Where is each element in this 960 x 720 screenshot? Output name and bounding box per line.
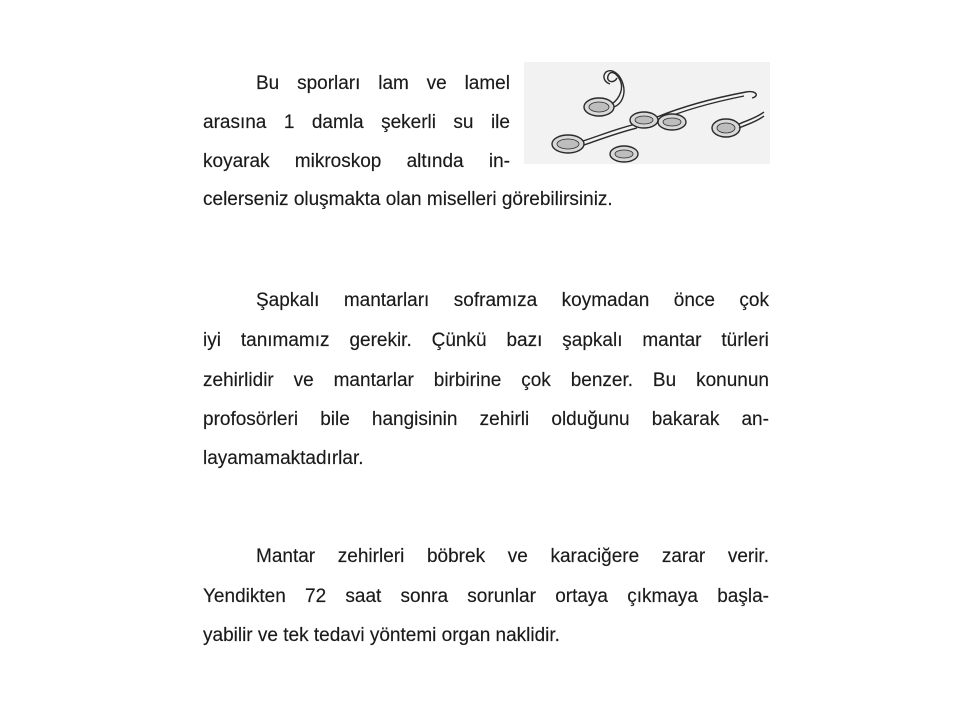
word: ile xyxy=(490,112,510,133)
paragraph-3-line-3: yabilir ve tek tedavi yöntemi organ naklidir. xyxy=(203,625,560,646)
word: şapkalı xyxy=(562,330,623,351)
word: in- xyxy=(488,151,510,172)
paragraph-1-line-2 xyxy=(203,111,510,135)
paragraph-1-line-4: celerseniz oluşmakta olan miselleri görebilirsiniz. xyxy=(203,189,613,210)
word: tanımamız xyxy=(240,330,330,351)
word: zehirleri xyxy=(337,546,405,567)
word: Mantar xyxy=(256,546,316,567)
word: zehirli xyxy=(479,409,530,430)
word: altında xyxy=(406,151,464,172)
spore-germination-figure xyxy=(524,62,770,164)
word: önce xyxy=(673,290,715,311)
paragraph-2-line-4 xyxy=(203,408,769,432)
word: Yendikten xyxy=(203,586,286,607)
word: çok xyxy=(521,370,551,391)
paragraph-3-line-2 xyxy=(203,585,769,609)
word: sporları xyxy=(297,73,361,94)
word: verir. xyxy=(727,546,769,567)
word: zarar xyxy=(661,546,706,567)
word: şekerli xyxy=(381,112,436,133)
word: mantarları xyxy=(343,290,430,311)
word: gerekir. xyxy=(349,330,412,351)
word: sonra xyxy=(400,586,449,607)
word: başla- xyxy=(717,586,769,607)
word: olduğunu xyxy=(551,409,630,430)
word: ve xyxy=(293,370,314,391)
paragraph-2-line-3 xyxy=(203,369,769,393)
word: birbirine xyxy=(433,370,502,391)
word: sorunlar xyxy=(467,586,536,607)
word: ve xyxy=(507,546,528,567)
word: Şapkalı xyxy=(256,290,320,311)
word: su xyxy=(453,112,474,133)
paragraph-2-line-1 xyxy=(256,289,769,313)
word: 1 xyxy=(283,112,295,133)
word: Bu xyxy=(652,370,677,391)
word: böbrek xyxy=(426,546,486,567)
word: konunun xyxy=(696,370,769,391)
word: çok xyxy=(739,290,769,311)
paragraph-1-line-3 xyxy=(203,150,510,174)
paragraph-1-line-1 xyxy=(256,72,510,96)
word: karaciğere xyxy=(550,546,640,567)
paragraph-3-line-1 xyxy=(256,545,769,569)
word: soframıza xyxy=(453,290,538,311)
word: profosörleri xyxy=(203,409,299,430)
word: koyarak xyxy=(203,151,270,172)
word: arasına xyxy=(203,112,267,133)
word: saat xyxy=(345,586,382,607)
word: damla xyxy=(311,112,364,133)
word: türleri xyxy=(721,330,769,351)
word: zehirlidir xyxy=(203,370,274,391)
word: Bu xyxy=(256,73,280,94)
spores-illustration xyxy=(524,62,770,164)
word: ve xyxy=(426,73,447,94)
word: bile xyxy=(320,409,350,430)
word: mantar xyxy=(642,330,702,351)
word: hangisinin xyxy=(371,409,458,430)
word: mantarlar xyxy=(333,370,414,391)
word: bazı xyxy=(506,330,543,351)
paragraph-2-line-5: layamamaktadırlar. xyxy=(203,448,364,469)
word: Çünkü xyxy=(431,330,487,351)
word: ortaya xyxy=(555,586,608,607)
word: koymadan xyxy=(561,290,650,311)
paragraph-2-line-2 xyxy=(203,329,769,353)
word: mikroskop xyxy=(294,151,382,172)
word: bakarak xyxy=(651,409,720,430)
word: iyi xyxy=(203,330,221,351)
word: an- xyxy=(741,409,769,430)
word: benzer. xyxy=(570,370,634,391)
word: 72 xyxy=(305,586,327,607)
word: lam xyxy=(378,73,409,94)
word: lamel xyxy=(464,73,510,94)
word: çıkmaya xyxy=(627,586,698,607)
